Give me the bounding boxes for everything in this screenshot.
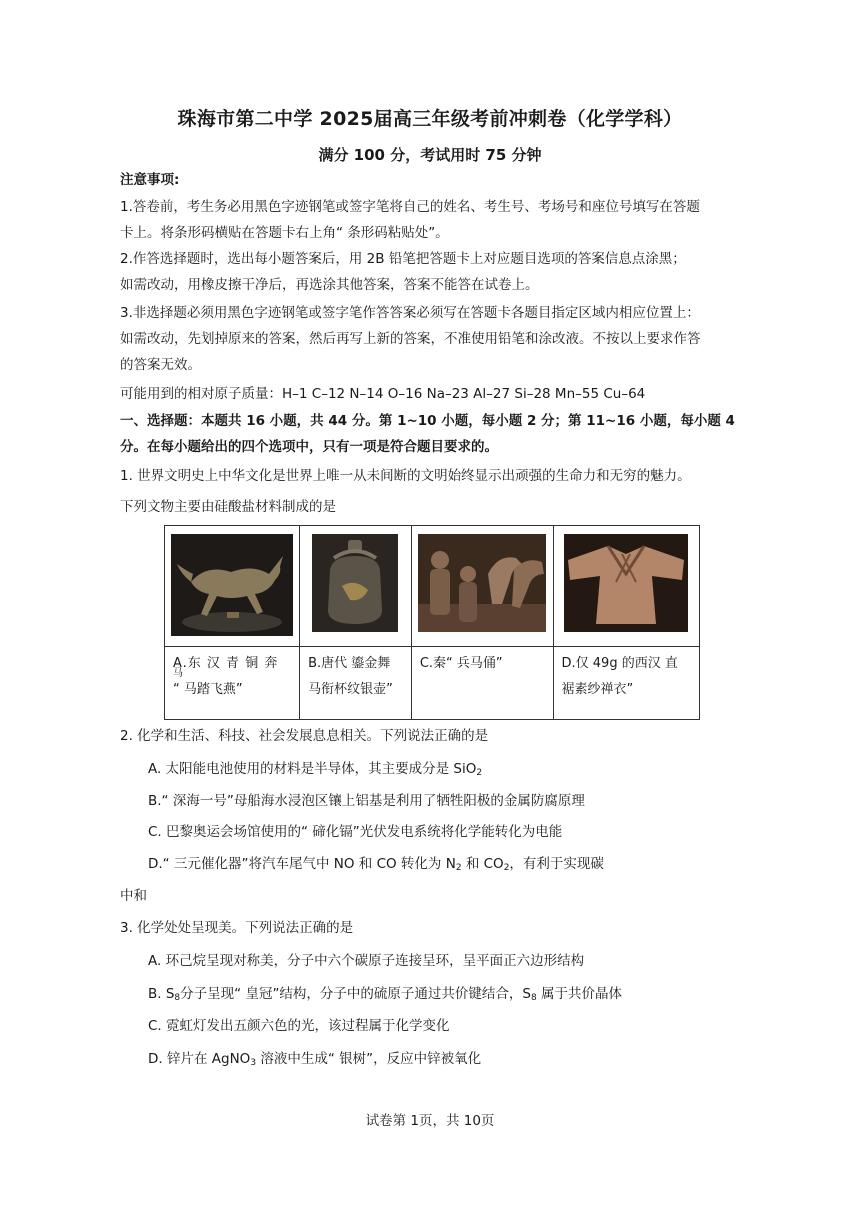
q3-option-b (148, 984, 788, 1008)
q2-option-a (148, 759, 788, 783)
q2-option-a-text: A. 太阳能电池使用的材料是半导体，其主要成分是 SiO (148, 761, 477, 777)
q3-option-d-text-2: 溶液中生成“ 银树”，反应中锌被氧化 (256, 1051, 482, 1067)
note-3-line-2: 如需改动，先划掉原来的答案，然后再写上新的答案，不准使用铅笔和涂改液。不按以上要求作答 (120, 331, 701, 347)
q3-stem: 3. 化学处处呈现美。下列说法正确的是 (120, 920, 354, 936)
relic-a-caption-line-1-overflow: 马 (173, 668, 183, 679)
relic-a-image-cell (165, 526, 300, 647)
q3-option-b-subscript-2: 8 (531, 993, 537, 1003)
atomic-masses: 可能用到的相对原子质量：H–1 C–12 N–14 O–16 Na–23 Al–27 Si–28 Mn–55 Cu–64 (120, 386, 646, 402)
terracotta-army-image (418, 534, 546, 632)
notes-heading: 注意事项: (120, 172, 180, 188)
q3-option-d (148, 1049, 788, 1073)
page-footer: 试卷第 1页，共 10页 (365, 1113, 495, 1129)
silver-pot-image (312, 534, 398, 632)
note-3-line-1: 3.非选择题必须用黑色字迹钢笔或签字笔作答答案必须写在答题卡各题目指定区域内相应位置上： (120, 305, 700, 321)
q3-option-c: C. 霓虹灯发出五颜六色的光，该过程属于化学变化 (148, 1018, 450, 1034)
q3-option-b-text-2: 分子呈现“ 皇冠”结构，分子中的硫原子通过共价键结合，S (180, 986, 532, 1002)
relic-d-caption (553, 647, 699, 720)
q2-stem: 2. 化学和生活、科技、社会发展息息相关。下列说法正确的是 (120, 728, 489, 744)
section-1-line-2: 分。在每小题给出的四个选项中，只有一项是符合题目要求的。 (120, 439, 498, 455)
q3-option-b-subscript-1: 8 (174, 993, 181, 1003)
q3-option-b-text-1: B. S (148, 986, 175, 1002)
relic-b-caption-line-2: 马衔杯纹银壶” (308, 682, 393, 697)
q2-option-d-text-3: ，有利于实现碳 (509, 856, 604, 872)
relic-a-caption-line-1: A.东 汉 青 铜 奔 (173, 656, 279, 671)
relic-c-caption (411, 647, 553, 720)
q2-option-c: C. 巴黎奥运会场馆使用的“ 碲化镉”光伏发电系统将化学能转化为电能 (148, 824, 563, 840)
relics-table (164, 525, 700, 720)
relic-b-caption-line-1: B.唐代 鎏金舞 (308, 656, 391, 671)
note-1-line-2: 卡上。将条形码横贴在答题卡右上角“ 条形码粘贴处”。 (120, 225, 449, 241)
section-1-line-1: 一、选择题：本题共 16 小题，共 44 分。第 1~10 小题，每小题 2 分；第 11~16 小题，每小题 4 (120, 413, 735, 429)
q2-option-d (148, 854, 788, 878)
note-1-line-1: 1.答卷前，考生务必用黑色字迹钢笔或签字笔将自己的姓名、考生号、考场号和座位号填写在答题 (120, 199, 700, 215)
q3-option-b-text-3: 属于共价晶体 (536, 986, 623, 1002)
relic-d-caption-line-2: 裾素纱禅衣” (561, 682, 634, 697)
q3-option-d-text-1: D. 锌片在 AgNO (148, 1051, 251, 1067)
q2-option-a-subscript: 2 (476, 768, 483, 778)
exam-title: 珠海市第二中学 2025届高三年级考前冲刺卷（化学学科） (177, 108, 683, 130)
q1-stem-line-1: 1. 世界文明史上中华文化是世界上唯一从未间断的文明始终显示出顽强的生命力和无穷的魅力。 (120, 468, 691, 484)
q2-option-d-subscript-2: 2 (503, 863, 510, 873)
q2-option-d-text-1: D.“ 三元催化器”将汽车尾气中 NO 和 CO 转化为 N (148, 856, 456, 872)
q2-option-d-text-2: 和 CO (461, 856, 504, 872)
q2-option-d-subscript-1: 2 (455, 863, 462, 873)
q2-option-d-continuation: 中和 (120, 888, 147, 904)
relic-b-image-cell (300, 526, 412, 647)
q2-option-b: B.“ 深海一号”母船海水浸泡区镶上铝基是利用了牺牲阳极的金属防腐原理 (148, 793, 585, 809)
note-3-line-3: 的答案无效。 (120, 357, 201, 373)
q1-stem-line-2: 下列文物主要由硅酸盐材料制成的是 (120, 499, 336, 515)
bronze-galloping-horse-image (171, 534, 293, 636)
relic-a-caption-line-2: “ 马踏飞燕” (173, 682, 243, 697)
exam-subtitle: 满分 100 分，考试用时 75 分钟 (318, 146, 542, 164)
relic-b-caption (300, 647, 412, 720)
q3-option-a: A. 环己烷呈现对称美，分子中六个碳原子连接呈环，呈平面正六边形结构 (148, 953, 585, 969)
q3-option-d-subscript: 3 (250, 1058, 257, 1068)
plain-gauze-robe-image (564, 534, 688, 632)
note-2-line-1: 2.作答选择题时，选出每小题答案后，用 2B 铅笔把答题卡上对应题目选项的答案信息点涂黑； (120, 251, 686, 267)
relic-d-caption-line-1: D.仅 49g 的西汉 直 (561, 656, 678, 671)
relic-a-caption (165, 647, 300, 720)
note-2-line-2: 如需改动，用橡皮擦干净后，再选涂其他答案，答案不能答在试卷上。 (120, 277, 539, 293)
relic-d-image-cell (553, 526, 699, 647)
relic-c-caption-line-1: C.秦“ 兵马俑” (419, 656, 503, 671)
relic-c-image-cell (411, 526, 553, 647)
